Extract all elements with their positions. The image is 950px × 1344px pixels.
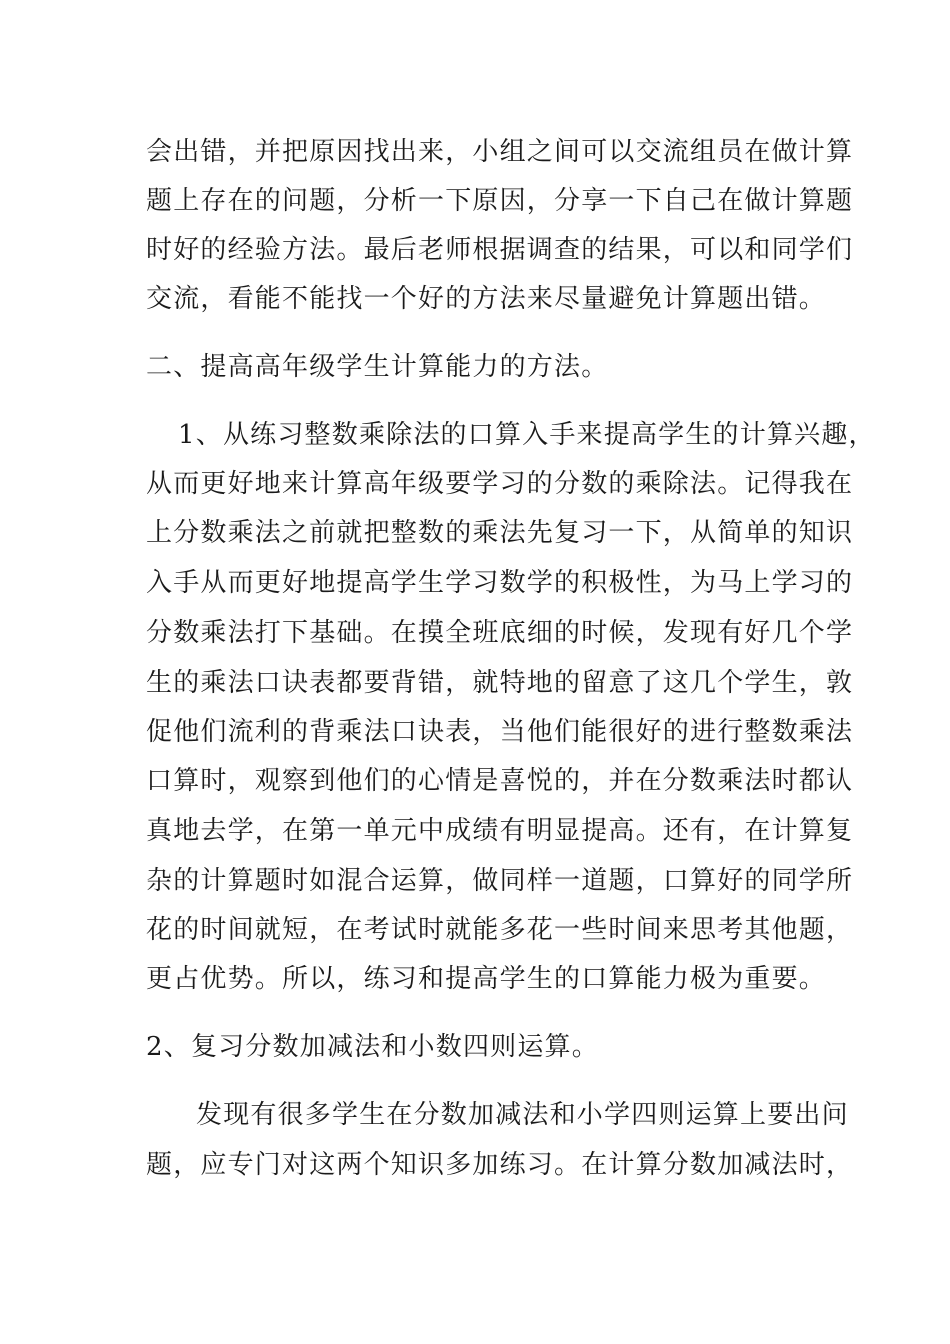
numbered-item-2: 2、复习分数加减法和小数四则运算。 bbox=[146, 1032, 599, 1062]
text-line: 真地去学，在第一单元中成绩有明显提高。还有，在计算复 bbox=[146, 816, 854, 846]
text-line: 题，应专门对这两个知识多加练习。在计算分数加减法时， bbox=[146, 1150, 854, 1180]
numbered-item-1: 1、从练习整数乘除法的口算入手来提高学生的计算兴趣， bbox=[178, 420, 876, 450]
text-line: 促他们流利的背乘法口诀表，当他们能很好的进行整数乘法 bbox=[146, 717, 854, 747]
text-line: 会出错，并把原因找出来，小组之间可以交流组员在做计算 bbox=[146, 137, 854, 167]
text-line: 生的乘法口诀表都要背错，就特地的留意了这几个学生，敦 bbox=[146, 668, 854, 698]
text-line: 口算时，观察到他们的心情是喜悦的，并在分数乘法时都认 bbox=[146, 766, 854, 796]
text-line: 题上存在的问题，分析一下原因，分享一下自己在做计算题 bbox=[146, 186, 854, 216]
section-heading: 二、提高高年级学生计算能力的方法。 bbox=[146, 352, 609, 382]
text-line: 时好的经验方法。最后老师根据调查的结果，可以和同学们 bbox=[146, 235, 854, 265]
text-line: 更占优势。所以，练习和提高学生的口算能力极为重要。 bbox=[146, 964, 827, 994]
text-line: 花的时间就短，在考试时就能多花一些时间来思考其他题， bbox=[146, 915, 854, 945]
text-line: 分数乘法打下基础。在摸全班底细的时候，发现有好几个学 bbox=[146, 618, 854, 648]
text-line: 发现有很多学生在分数加减法和小学四则运算上要出问 bbox=[196, 1100, 849, 1130]
text-line: 杂的计算题时如混合运算，做同样一道题，口算好的同学所 bbox=[146, 866, 854, 896]
text-line: 交流，看能不能找一个好的方法来尽量避免计算题出错。 bbox=[146, 284, 827, 314]
text-line: 上分数乘法之前就把整数的乘法先复习一下，从简单的知识 bbox=[146, 518, 854, 548]
text-line: 入手从而更好地提高学生学习数学的积极性，为马上学习的 bbox=[146, 568, 854, 598]
text-line: 从而更好地来计算高年级要学习的分数的乘除法。记得我在 bbox=[146, 469, 854, 499]
